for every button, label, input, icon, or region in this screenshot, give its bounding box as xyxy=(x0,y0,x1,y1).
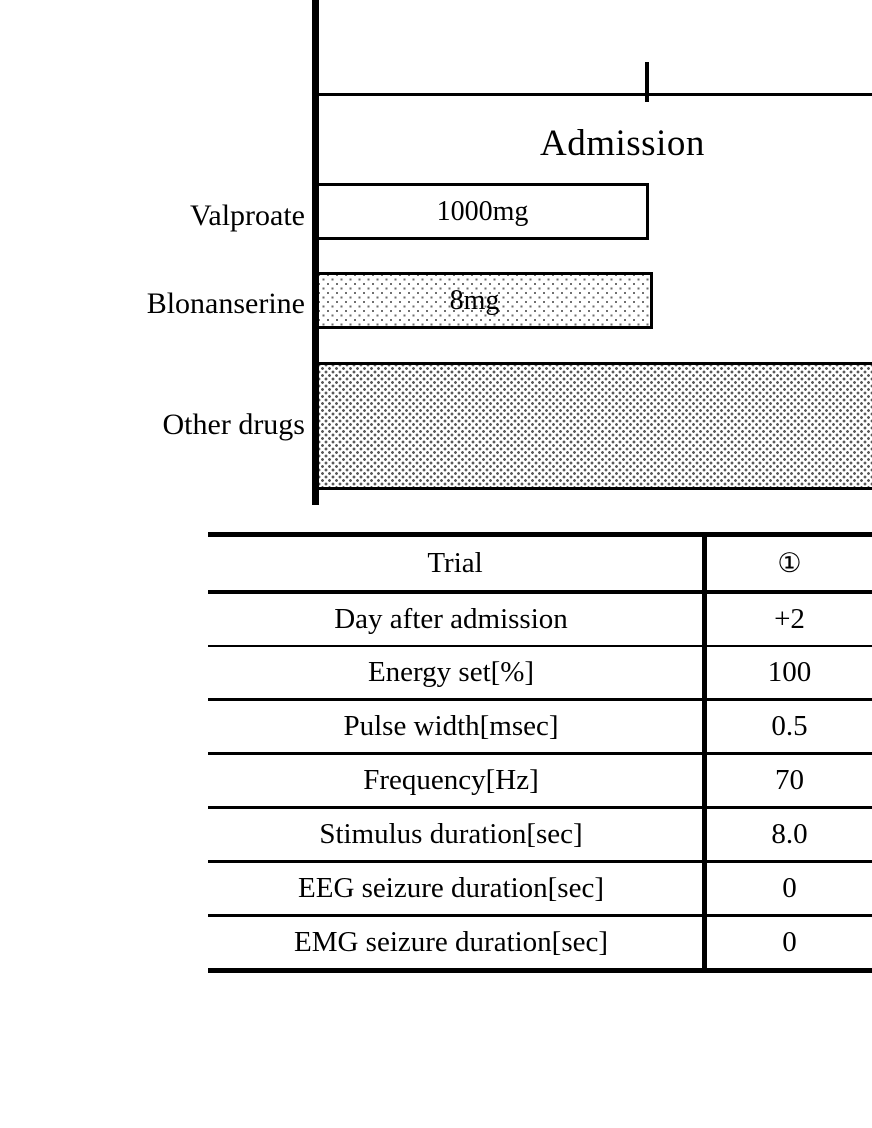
table-row xyxy=(208,646,872,700)
table-row-label: EEG seizure duration[sec] xyxy=(208,862,705,916)
table-row-value: 70 xyxy=(705,754,872,808)
timeline-row-label-other-drugs: Other drugs xyxy=(162,408,305,441)
table-row-value: 100 xyxy=(705,646,872,700)
timeline-row-label-blonanserine: Blonanserine xyxy=(146,287,305,320)
table-header-row xyxy=(208,535,872,593)
table-row xyxy=(208,592,872,646)
table-row-label: EMG seizure duration[sec] xyxy=(208,916,705,971)
timeline-bar-label-blonanserine: 8mg xyxy=(449,284,500,316)
table-row-value: 0.5 xyxy=(705,700,872,754)
table-row xyxy=(208,808,872,862)
admission-baseline xyxy=(319,93,872,96)
ect-parameters-table xyxy=(208,532,872,973)
medication-timeline-chart xyxy=(0,0,872,510)
table-row-value: 0 xyxy=(705,862,872,916)
circled-one-label: ① xyxy=(777,548,802,578)
timeline-bar-valproate xyxy=(316,183,649,240)
table-row-label: Stimulus duration[sec] xyxy=(208,808,705,862)
admission-tick-mark xyxy=(645,62,649,102)
admission-label: Admission xyxy=(540,123,705,164)
table-row-label: Day after admission xyxy=(208,592,705,646)
table-header-trial: Trial xyxy=(208,535,705,593)
table-row-value: 0 xyxy=(705,916,872,971)
timeline-row-label-valproate: Valproate xyxy=(190,199,305,232)
timeline-bar-other-drugs xyxy=(316,362,872,490)
table-row xyxy=(208,862,872,916)
timeline-bar-label-valproate: 1000mg xyxy=(436,195,529,227)
table-header-trial-1 xyxy=(705,535,872,593)
table-row-label: Frequency[Hz] xyxy=(208,754,705,808)
table-row xyxy=(208,916,872,971)
table-row-value: 8.0 xyxy=(705,808,872,862)
table-row-label: Energy set[%] xyxy=(208,646,705,700)
table-row-label: Pulse width[msec] xyxy=(208,700,705,754)
table-row xyxy=(208,700,872,754)
table-row-value: +2 xyxy=(705,592,872,646)
table-row xyxy=(208,754,872,808)
timeline-bar-blonanserine xyxy=(316,272,653,329)
